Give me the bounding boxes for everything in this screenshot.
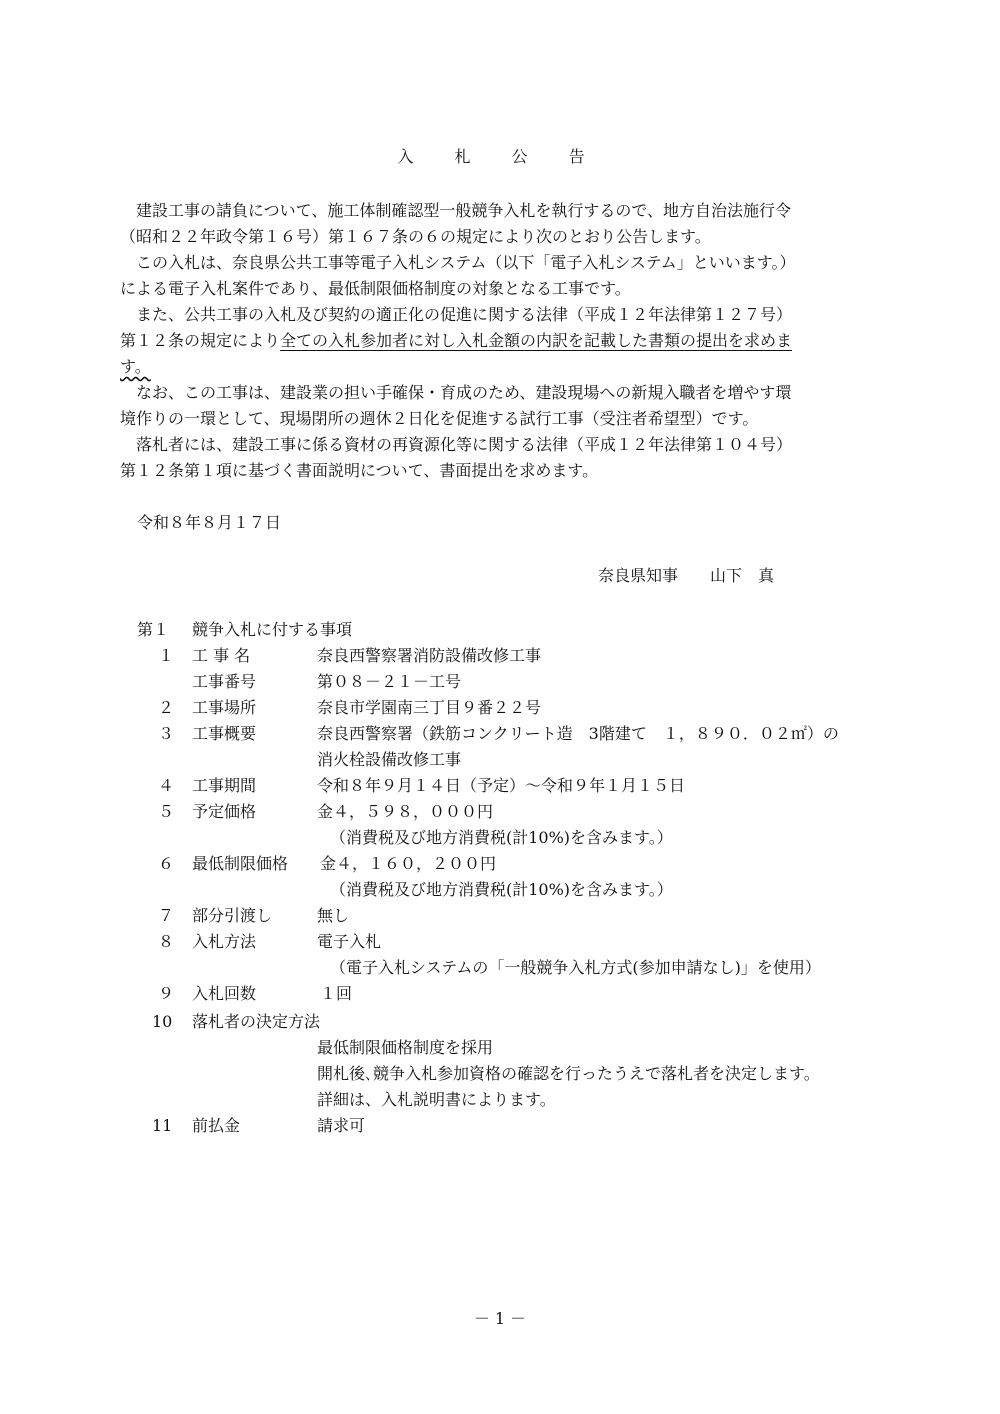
- section-heading: 競争入札に付する事項: [192, 620, 353, 639]
- item-label: 最低制限価格: [192, 854, 289, 873]
- item-value-continued: 消火栓設備改修工事: [317, 750, 462, 769]
- item-label: 予定価格: [192, 802, 257, 821]
- intro-line: この入札は、奈良県公共工事等電子入札システム（以下「電子入札システム」といいます。）: [120, 253, 796, 272]
- intro-line: また、公共工事の入札及び契約の適正化の促進に関する法律（平成１２年法律第１２７号）: [120, 305, 793, 324]
- item-value: 金４，５９８，０００円: [317, 802, 494, 821]
- item-number: ９: [158, 984, 175, 1003]
- item-value: 奈良西警察署（鉄筋コンクリート造 3階建て １，８９０．０２㎡）の: [317, 724, 839, 743]
- item-label: 工事期間: [192, 776, 257, 795]
- item-label: 落札者の決定方法: [192, 1012, 321, 1031]
- item-detail-line: 開札後､競争入札参加資格の確認を行ったうえで落札者を決定します。: [317, 1064, 820, 1083]
- intro-line: なお、この工事は、建設業の担い手確保・育成のため、建設現場への新規入職者を増やす環: [120, 383, 792, 402]
- item-number: ４: [158, 776, 175, 795]
- intro-line: （昭和２２年政令第１６号）第１６７条の６の規定により次のとおり公告します。: [120, 227, 711, 246]
- item-value: 電子入札: [317, 932, 382, 951]
- item-label: 工事概要: [192, 724, 257, 743]
- item-number: ６: [158, 854, 175, 873]
- item-value: 請求可: [317, 1116, 366, 1135]
- item-note: （消費税及び地方消費税(計10%)を含みます。）: [330, 828, 673, 847]
- item-label: 入札方法: [192, 932, 257, 951]
- item-detail-line: 最低制限価格制度を採用: [317, 1038, 494, 1057]
- intro-line: による電子入札案件であり、最低制限価格制度の対象となる工事です。: [120, 279, 631, 298]
- item-number: ３: [158, 724, 175, 743]
- intro-line: 境作りの一環として、現場閉所の週休２日化を促進する試行工事（受注者希望型）です。: [120, 409, 759, 428]
- item-note: （消費税及び地方消費税(計10%)を含みます。）: [330, 880, 673, 899]
- item-value: 奈良市学園南三丁目９番２２号: [317, 698, 542, 717]
- page-number: － 1 －: [473, 1309, 527, 1328]
- item-number: ２: [158, 698, 175, 717]
- item-number: 10: [152, 1012, 173, 1031]
- item-detail-line: 詳細は、入札説明書によります。: [317, 1090, 556, 1109]
- underlined-requirement: 全ての入札参加者に対し入札金額の内訳を記載した書類の提出を求めま: [280, 331, 793, 350]
- item-number: ７: [158, 906, 175, 925]
- item-label: 工事番号: [192, 672, 257, 691]
- intro-line: 落札者には、建設工事に係る資材の再資源化等に関する法律（平成１２年法律第１０４号）: [120, 435, 793, 454]
- issuer: 奈良県知事 山下 真: [598, 566, 775, 585]
- item-value: 奈良西警察署消防設備改修工事: [317, 646, 542, 665]
- item-value: 令和８年９月１４日（予定）～令和９年１月１５日: [317, 776, 686, 795]
- intro-line: [120, 328, 792, 354]
- intro-line: 建設工事の請負について、施工体制確認型一般競争入札を執行するので、地方自治法施行令: [120, 201, 792, 220]
- intro-text: 第１２条の規定により: [120, 331, 281, 350]
- underlined-requirement-end: す。: [120, 357, 151, 376]
- item-number: ８: [158, 932, 175, 951]
- notice-date: 令和８年８月１７日: [137, 513, 282, 532]
- intro-line: 第１２条第１項に基づく書面説明について、書面提出を求めます。: [120, 461, 599, 480]
- item-number: 11: [152, 1116, 173, 1135]
- item-label: 工 事 名: [192, 646, 251, 665]
- item-value: 第０８－２１－工号: [317, 672, 462, 691]
- notice-title: 入 札 公 告: [397, 147, 603, 166]
- item-label: 部分引渡し: [192, 906, 273, 925]
- item-value: 金４，１６０，２００円: [320, 854, 497, 873]
- item-label: 入札回数: [192, 984, 257, 1003]
- item-value: １回: [320, 984, 353, 1003]
- item-number: ５: [158, 802, 175, 821]
- item-label: 工事場所: [192, 698, 257, 717]
- section-number: 第１: [137, 620, 170, 639]
- item-label: 前払金: [192, 1116, 241, 1135]
- item-number: １: [158, 646, 175, 665]
- item-note: （電子入札システムの「一般競争入札方式(参加申請なし)」を使用）: [330, 958, 821, 977]
- intro-line: [120, 354, 151, 380]
- item-value: 無し: [317, 906, 350, 925]
